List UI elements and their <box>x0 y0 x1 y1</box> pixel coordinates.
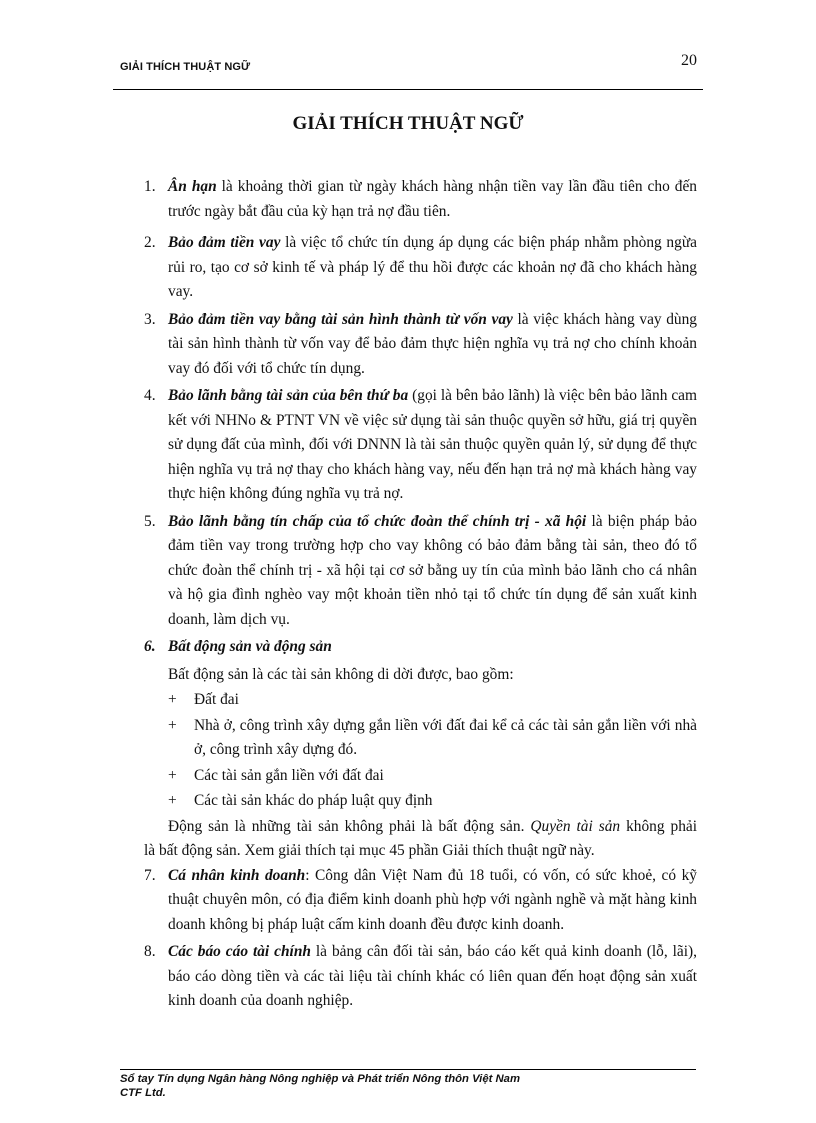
glossary-item <box>0 175 697 224</box>
bullet-mark: + <box>168 792 177 809</box>
glossary-item <box>0 231 697 305</box>
glossary-body <box>0 175 816 1017</box>
item-term: Bảo lãnh bằng tín chấp của tổ chức đoàn thể chính trị - xã hội <box>168 512 587 530</box>
glossary-item <box>0 384 697 507</box>
item-number: 6. <box>144 638 156 655</box>
glossary-item <box>0 864 697 938</box>
item-number: 5. <box>144 512 156 530</box>
item-number: 7. <box>144 866 156 884</box>
item-intro: Bất động sản là các tài sản không di dời được, bao gồm: <box>168 665 514 683</box>
item-number: 8. <box>144 943 156 960</box>
item-term: Ân hạn <box>168 178 217 195</box>
bullet-item <box>0 789 697 814</box>
item-number: 4. <box>144 387 156 404</box>
footer-title: Sổ tay Tín dụng Ngân hàng Nông nghiệp và Phát triển Nông thôn Việt Nam <box>120 1073 520 1085</box>
item-definition: là việc khách hàng vay dùng tài sản hình thành từ vốn vay để bảo đảm thực hiện nghĩa vụ trả nợ cho chính khoản vay đó đối với tổ chức tín dụng. <box>168 310 698 377</box>
bullet-mark: + <box>168 766 177 784</box>
bullet-item <box>0 714 697 763</box>
page-footer <box>120 1072 520 1100</box>
item-number: 1. <box>144 178 156 195</box>
footer-divider <box>120 1069 696 1070</box>
bullet-text: Các tài sản gắn liền với đất đai <box>194 766 384 784</box>
bullet-mark: + <box>168 716 177 734</box>
bullet-item <box>0 688 697 713</box>
item-term: Cá nhân kinh doanh <box>168 866 306 884</box>
item-definition: (gọi là bên bảo lãnh) là việc bên bảo lãnh cam kết với NHNo & PTNT VN về việc sử dụng tài sản thuộc quyền sở hữu, giá trị quyền sử dụng đất của mình, đối với DNNN là tài sản thuộc quyền quản lý, sử dụng để thực hiện nghĩa vụ trả nợ thay cho khách hàng vay, nếu đến hạn trả nợ mà khách hàng vay thực hiện không đúng nghĩa vụ trả nợ. <box>168 387 697 502</box>
bullet-text: Nhà ở, công trình xây dựng gắn liền với đất đai kể cả các tài sản gắn liền với nhà ở, công trình xây dựng đó. <box>194 716 697 758</box>
page-number: 20 <box>681 52 697 69</box>
item-number: 3. <box>144 310 156 328</box>
closing-text-rest: không phải là bất động sản. Xem giải thích tại mục 45 phần Giải thích thuật ngữ này. <box>144 817 728 859</box>
item-number: 2. <box>144 234 156 251</box>
bullet-text: Các tài sản khác do pháp luật quy định <box>194 792 433 809</box>
item-term: Các báo cáo tài chính <box>168 943 311 960</box>
bullet-text: Đất đai <box>194 691 239 708</box>
item-term: Bảo lãnh bằng tài sản của bên thứ ba <box>168 387 409 404</box>
item-definition: là bảng cân đối tài sản, báo cáo kết quả kinh doanh (lỗ, lãi), báo cáo dòng tiền và các tài liệu tài chính khác có liên quan đến hoạt động sản xuất kinh doanh của doanh nghiệp. <box>168 943 697 1009</box>
glossary-item <box>0 510 697 633</box>
glossary-item <box>0 635 697 660</box>
item-definition: là việc tổ chức tín dụng áp dụng các biện pháp nhằm phòng ngừa rủi ro, tạo cơ sở kinh tế và pháp lý để thu hồi được các khoản nợ đã cho khách hàng vay. <box>168 234 697 300</box>
running-title: GIẢI THÍCH THUẬT NGỮ <box>120 61 251 73</box>
footer-company: CTF Ltd. <box>120 1087 166 1099</box>
item-definition: là khoảng thời gian từ ngày khách hàng nhận tiền vay lần đầu tiên cho đến trước ngày bắt đầu của kỳ hạn trả nợ đầu tiên. <box>168 178 697 220</box>
item-closing <box>0 815 728 864</box>
page-title: GIẢI THÍCH THUẬT NGỮ <box>292 113 524 134</box>
closing-text: Động sản là những tài sản không phải là bất động sản. <box>168 817 531 835</box>
item-definition: : Công dân Việt Nam đủ 18 tuổi, có vốn, có sức khoẻ, có kỹ thuật chuyên môn, có địa điểm kinh doanh phù hợp với ngành nghề và mặt hàng kinh doanh không bị pháp luật cấm kinh doanh đều được kinh doanh. <box>168 866 697 933</box>
item-term: Bảo đảm tiền vay bằng tài sản hình thành từ vốn vay <box>168 310 513 328</box>
glossary-item <box>0 940 697 1014</box>
item-term: Bất động sản và động sản <box>168 638 332 655</box>
glossary-item <box>0 308 697 382</box>
closing-italic-term: Quyền tài sản <box>530 817 621 835</box>
bullet-mark: + <box>168 691 177 708</box>
header-divider <box>113 89 703 90</box>
bullet-item <box>0 764 697 789</box>
item-definition: là biện pháp bảo đảm tiền vay trong trường hợp cho vay không có bảo đảm bằng tài sản, theo đó tổ chức đoàn thể chính trị - xã hội tại cơ sở bằng uy tín của mình bảo lãnh cho cá nhân và hộ gia đình nghèo vay một khoản tiền nhỏ tại tổ chức tín dụng để sản xuất kinh doanh, làm dịch vụ. <box>168 512 697 628</box>
item-term: Bảo đảm tiền vay <box>168 234 281 251</box>
